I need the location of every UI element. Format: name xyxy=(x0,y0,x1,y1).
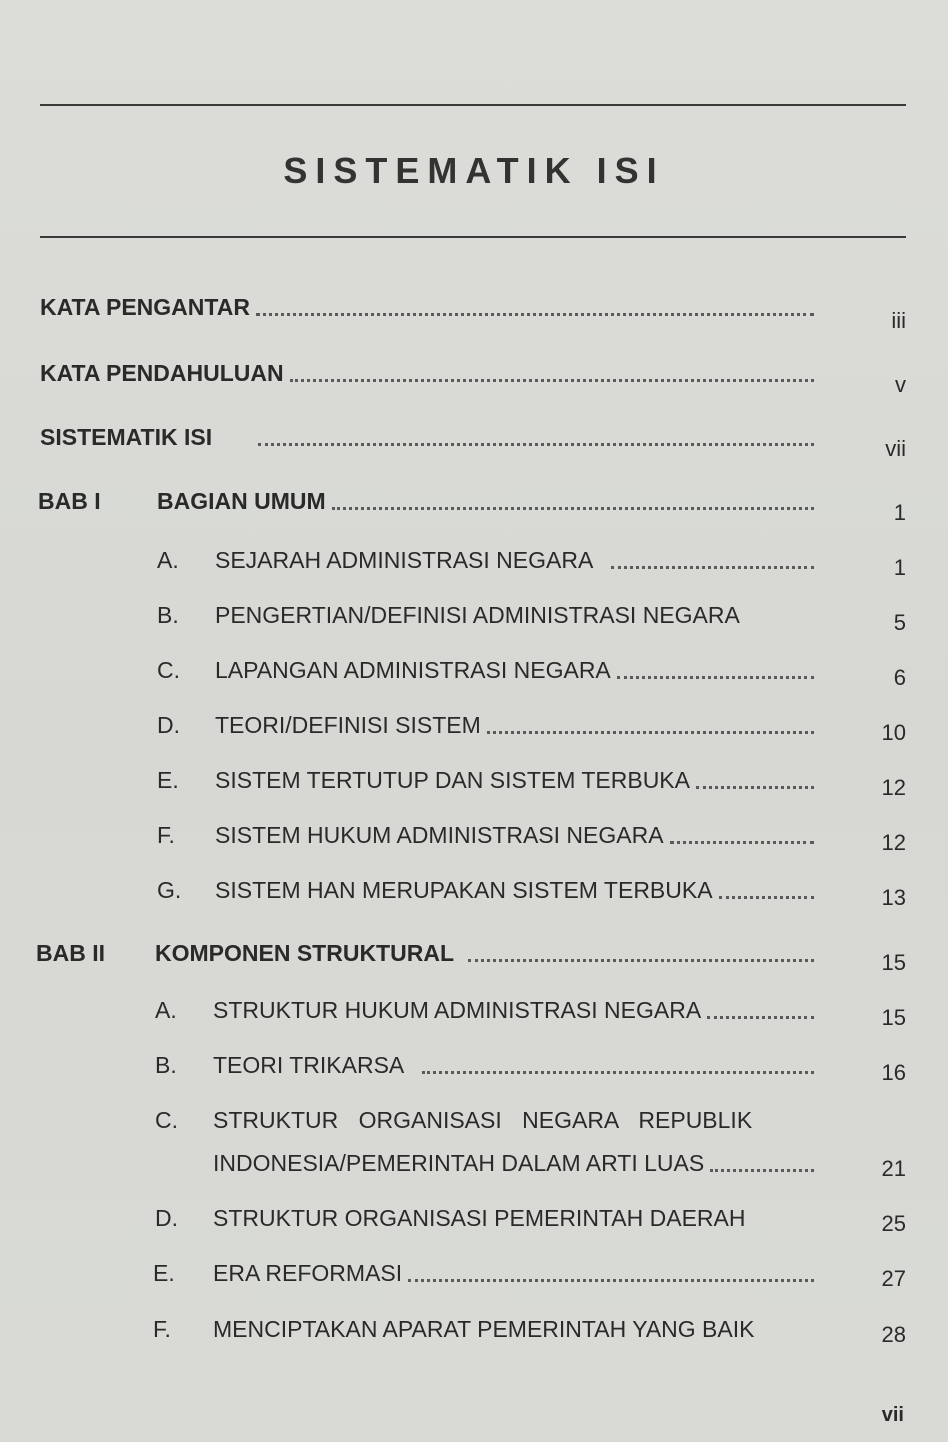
toc-section[interactable] xyxy=(213,1205,820,1245)
title-top-rule xyxy=(40,104,906,106)
toc-chapter-1[interactable] xyxy=(157,488,820,528)
toc-section[interactable] xyxy=(215,657,820,697)
toc-section[interactable] xyxy=(215,877,820,917)
toc-entry-label: TEORI TRIKARSA xyxy=(213,1052,405,1078)
dot-leader xyxy=(487,731,814,734)
toc-entry-label: STRUKTUR ORGANISASI PEMERINTAH DAERAH xyxy=(213,1205,746,1231)
dot-leader xyxy=(670,841,814,844)
toc-entry-label: ERA REFORMASI xyxy=(213,1260,403,1286)
toc-page-number: 13 xyxy=(881,885,906,910)
section-letter: C. xyxy=(155,1107,178,1133)
section-letter: D. xyxy=(155,1205,178,1231)
dot-leader xyxy=(617,676,814,679)
toc-entry-label: KATA PENDAHULUAN xyxy=(40,360,284,386)
dot-leader xyxy=(611,566,814,569)
toc-entry-label: STRUKTUR HUKUM ADMINISTRASI NEGARA xyxy=(213,997,702,1023)
section-letter: A. xyxy=(157,547,179,573)
section-letter: F. xyxy=(153,1316,171,1342)
toc-page-number: 16 xyxy=(881,1060,906,1085)
toc-page-number: v xyxy=(895,372,906,397)
toc-section[interactable] xyxy=(213,1260,820,1300)
toc-entry-label: SEJARAH ADMINISTRASI NEGARA xyxy=(215,547,594,573)
dot-leader xyxy=(696,786,814,789)
toc-page-number: 12 xyxy=(881,830,906,855)
chapter-prefix: BAB II xyxy=(36,940,105,966)
toc-section[interactable] xyxy=(215,767,820,807)
chapter-prefix: BAB I xyxy=(38,488,101,514)
toc-entry-sistematik-isi[interactable] xyxy=(40,424,820,464)
toc-page-number: iii xyxy=(891,308,906,333)
section-letter: A. xyxy=(155,997,177,1023)
toc-page-number: 28 xyxy=(881,1322,906,1347)
toc-page-number: 15 xyxy=(881,950,906,975)
section-letter: D. xyxy=(157,712,180,738)
toc-section[interactable] xyxy=(213,1107,810,1147)
toc-entry-label: KOMPONEN STRUKTURAL xyxy=(155,940,454,966)
dot-leader xyxy=(290,379,814,382)
toc-entry-label: LAPANGAN ADMINISTRASI NEGARA xyxy=(215,657,611,683)
toc-page-number: 1 xyxy=(893,500,906,525)
section-letter: B. xyxy=(155,1052,177,1078)
toc-section[interactable] xyxy=(213,997,820,1037)
toc-page-number: 25 xyxy=(881,1211,906,1236)
toc-page-number: 21 xyxy=(881,1156,906,1181)
dot-leader xyxy=(258,443,814,446)
toc-section[interactable] xyxy=(213,1316,833,1356)
section-letter: E. xyxy=(157,767,179,793)
toc-page-number: 5 xyxy=(893,610,906,635)
toc-section[interactable] xyxy=(213,1052,820,1092)
dot-leader xyxy=(422,1071,814,1074)
toc-page-number: 12 xyxy=(881,775,906,800)
section-letter: G. xyxy=(157,877,182,903)
title-bottom-rule xyxy=(40,236,906,238)
toc-page-number: vii xyxy=(885,436,906,461)
toc-section[interactable] xyxy=(215,712,820,752)
toc-section[interactable] xyxy=(215,822,820,862)
toc-entry-label-line2: INDONESIA/PEMERINTAH DALAM ARTI LUAS xyxy=(213,1150,705,1176)
toc-page-number: 27 xyxy=(881,1266,906,1291)
toc-page-number: 15 xyxy=(881,1005,906,1030)
toc-entry-label: BAGIAN UMUM xyxy=(157,488,326,514)
dot-leader xyxy=(468,959,814,962)
toc-entry-label: SISTEM HAN MERUPAKAN SISTEM TERBUKA xyxy=(215,877,713,903)
toc-entry-label: MENCIPTAKAN APARAT PEMERINTAH YANG BAIK xyxy=(213,1316,755,1342)
toc-entry-label: KATA PENGANTAR xyxy=(40,294,250,320)
toc-section[interactable] xyxy=(215,602,820,642)
page-folio: vii xyxy=(881,1404,904,1426)
dot-leader xyxy=(719,896,814,899)
section-letter: B. xyxy=(157,602,179,628)
toc-page-number: 6 xyxy=(893,665,906,690)
toc-entry-label: SISTEM TERTUTUP DAN SISTEM TERBUKA xyxy=(215,767,690,793)
section-letter: E. xyxy=(153,1260,175,1286)
page-title: SISTEMATIK ISI xyxy=(283,150,665,191)
dot-leader xyxy=(332,507,814,510)
toc-entry-label: PENGERTIAN/DEFINISI ADMINISTRASI NEGARA xyxy=(215,602,740,628)
toc-entry-kata-pendahuluan[interactable] xyxy=(40,360,820,400)
toc-entry-label: SISTEM HUKUM ADMINISTRASI NEGARA xyxy=(215,822,664,848)
toc-section[interactable] xyxy=(215,547,820,587)
toc-section-continuation[interactable] xyxy=(213,1150,820,1190)
toc-entry-kata-pengantar[interactable] xyxy=(40,294,820,334)
dot-leader xyxy=(710,1169,814,1172)
toc-entry-label: STRUKTUR ORGANISASI NEGARA REPUBLIK xyxy=(213,1107,753,1133)
toc-page-number: 10 xyxy=(881,720,906,745)
dot-leader xyxy=(408,1279,814,1282)
toc-chapter-2[interactable] xyxy=(155,940,820,980)
section-letter: F. xyxy=(157,822,175,848)
dot-leader xyxy=(256,313,814,316)
toc-page-number: 1 xyxy=(893,555,906,580)
section-letter: C. xyxy=(157,657,180,683)
toc-entry-label: SISTEMATIK ISI xyxy=(40,424,213,450)
dot-leader xyxy=(707,1016,814,1019)
toc-entry-label: TEORI/DEFINISI SISTEM xyxy=(215,712,481,738)
